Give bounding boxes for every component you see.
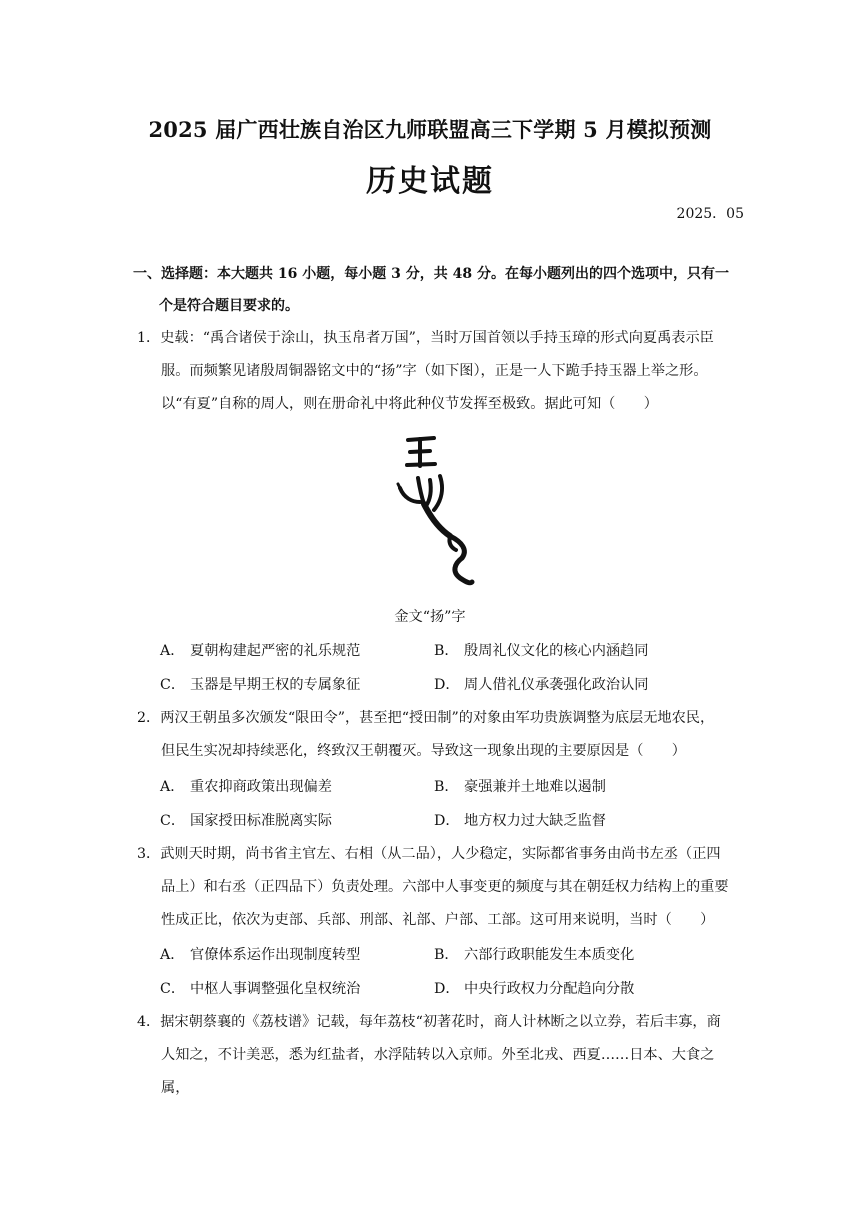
q3-option-d[interactable] [434, 978, 634, 998]
option-text: 殷周礼仪文化的核心内涵趋同 [464, 643, 649, 659]
section-heading-line-2: 个是符合题目要求的。 [159, 298, 299, 314]
question-3-options [160, 944, 740, 1012]
question-4-line-1: 4．据宋朝蔡襄的《荔枝谱》记载，每年荔枝“初著花时，商人计林断之以立券，若后丰寡，商 [137, 1014, 721, 1030]
q2-option-d[interactable] [434, 810, 606, 830]
q1-option-b[interactable] [434, 640, 648, 660]
exam-subject: 历史试题 [366, 164, 494, 199]
question-3-line-1: 3．武则天时期，尚书省主官左、右相（从二品），人少稳定，实际都省事务由尚书左丞（正四 [137, 846, 721, 862]
option-key: A． [160, 643, 185, 659]
q3-option-c[interactable] [160, 978, 360, 998]
question-2-options [160, 776, 740, 844]
option-key: B． [434, 947, 459, 963]
question-1-line-1: 1．史载：“禹合诸侯于涂山，执玉帛者万国”，当时万国首领以手持玉璋的形式向夏禹表示臣 [137, 330, 714, 346]
q2-option-c[interactable] [160, 810, 332, 830]
question-2 [137, 702, 742, 768]
exam-date: 2025．05 [676, 206, 744, 222]
q2-option-b[interactable] [434, 776, 606, 796]
option-text: 玉器是早期王权的专属象征 [190, 677, 361, 693]
section-heading-line-1: 一、选择题：本大题共 16 小题，每小题 3 分，共 48 分。在每小题列出的四个选项中，只有一 [133, 266, 729, 282]
option-text: 豪强兼并土地难以遏制 [464, 779, 606, 795]
option-key: D． [434, 981, 460, 997]
q1-option-c[interactable] [160, 674, 360, 694]
q1-option-a[interactable] [160, 640, 360, 660]
option-key: C． [160, 981, 186, 997]
option-key: A． [160, 779, 185, 795]
question-1-line-3: 以“有夏”自称的周人，则在册命礼中将此种仪节发挥至极致。据此可知（ ） [161, 396, 658, 412]
question-1 [137, 322, 742, 421]
option-key: B． [434, 779, 459, 795]
question-4-line-2: 人知之，不计美恶，悉为红盐者，水浮陆转以入京师。外至北戎、西夏……日本、大食之属， [161, 1047, 715, 1096]
option-text: 国家授田标准脱离实际 [190, 813, 332, 829]
option-text: 中枢人事调整强化皇权统治 [190, 981, 361, 997]
q1-option-d[interactable] [434, 674, 648, 694]
option-text: 夏朝构建起严密的礼乐规范 [190, 643, 361, 659]
q3-option-b[interactable] [434, 944, 634, 964]
question-2-line-1: 2．两汉王朝虽多次颁发“限田令”，甚至把“授田制”的对象由军功贵族调整为底层无地农民， [137, 710, 715, 726]
option-text: 重农抑商政策出现偏差 [190, 779, 332, 795]
option-text: 地方权力过大缺乏监督 [464, 813, 606, 829]
option-key: C． [160, 677, 186, 693]
figure-caption: 金文“扬”字 [394, 609, 466, 625]
q2-option-a[interactable] [160, 776, 332, 796]
option-text: 周人借礼仪承袭强化政治认同 [464, 677, 649, 693]
exam-title: 2025 届广西壮族自治区九师联盟高三下学期 5 月模拟预测 [148, 117, 712, 142]
question-4 [137, 1006, 742, 1105]
option-text: 官僚体系运作出现制度转型 [190, 947, 361, 963]
option-key: B． [434, 643, 459, 659]
question-1-line-2: 服。而频繁见诸殷周铜器铭文中的“扬”字（如下图），正是一人下跪手持玉器上举之形。 [161, 363, 708, 379]
jinwen-yang-character-figure [390, 432, 480, 592]
question-1-options [160, 640, 740, 708]
question-3 [137, 838, 742, 937]
option-key: D． [434, 813, 460, 829]
question-3-line-2: 品上）和右丞（正四品下）负责处理。六部中人事变更的频度与其在朝廷权力结构上的重要 [161, 879, 729, 895]
section-heading [133, 258, 743, 322]
question-3-line-3: 性成正比，依次为吏部、兵部、刑部、礼部、户部、工部。这可用来说明，当时（ ） [161, 912, 715, 928]
option-text: 中央行政权力分配趋向分散 [464, 981, 635, 997]
question-2-line-2: 但民生实况却持续恶化，终致汉王朝覆灭。导致这一现象出现的主要原因是（ ） [161, 743, 686, 759]
option-key: A． [160, 947, 185, 963]
option-key: D． [434, 677, 460, 693]
q3-option-a[interactable] [160, 944, 360, 964]
option-key: C． [160, 813, 186, 829]
option-text: 六部行政职能发生本质变化 [464, 947, 635, 963]
jinwen-yang-glyph-image [390, 432, 480, 592]
